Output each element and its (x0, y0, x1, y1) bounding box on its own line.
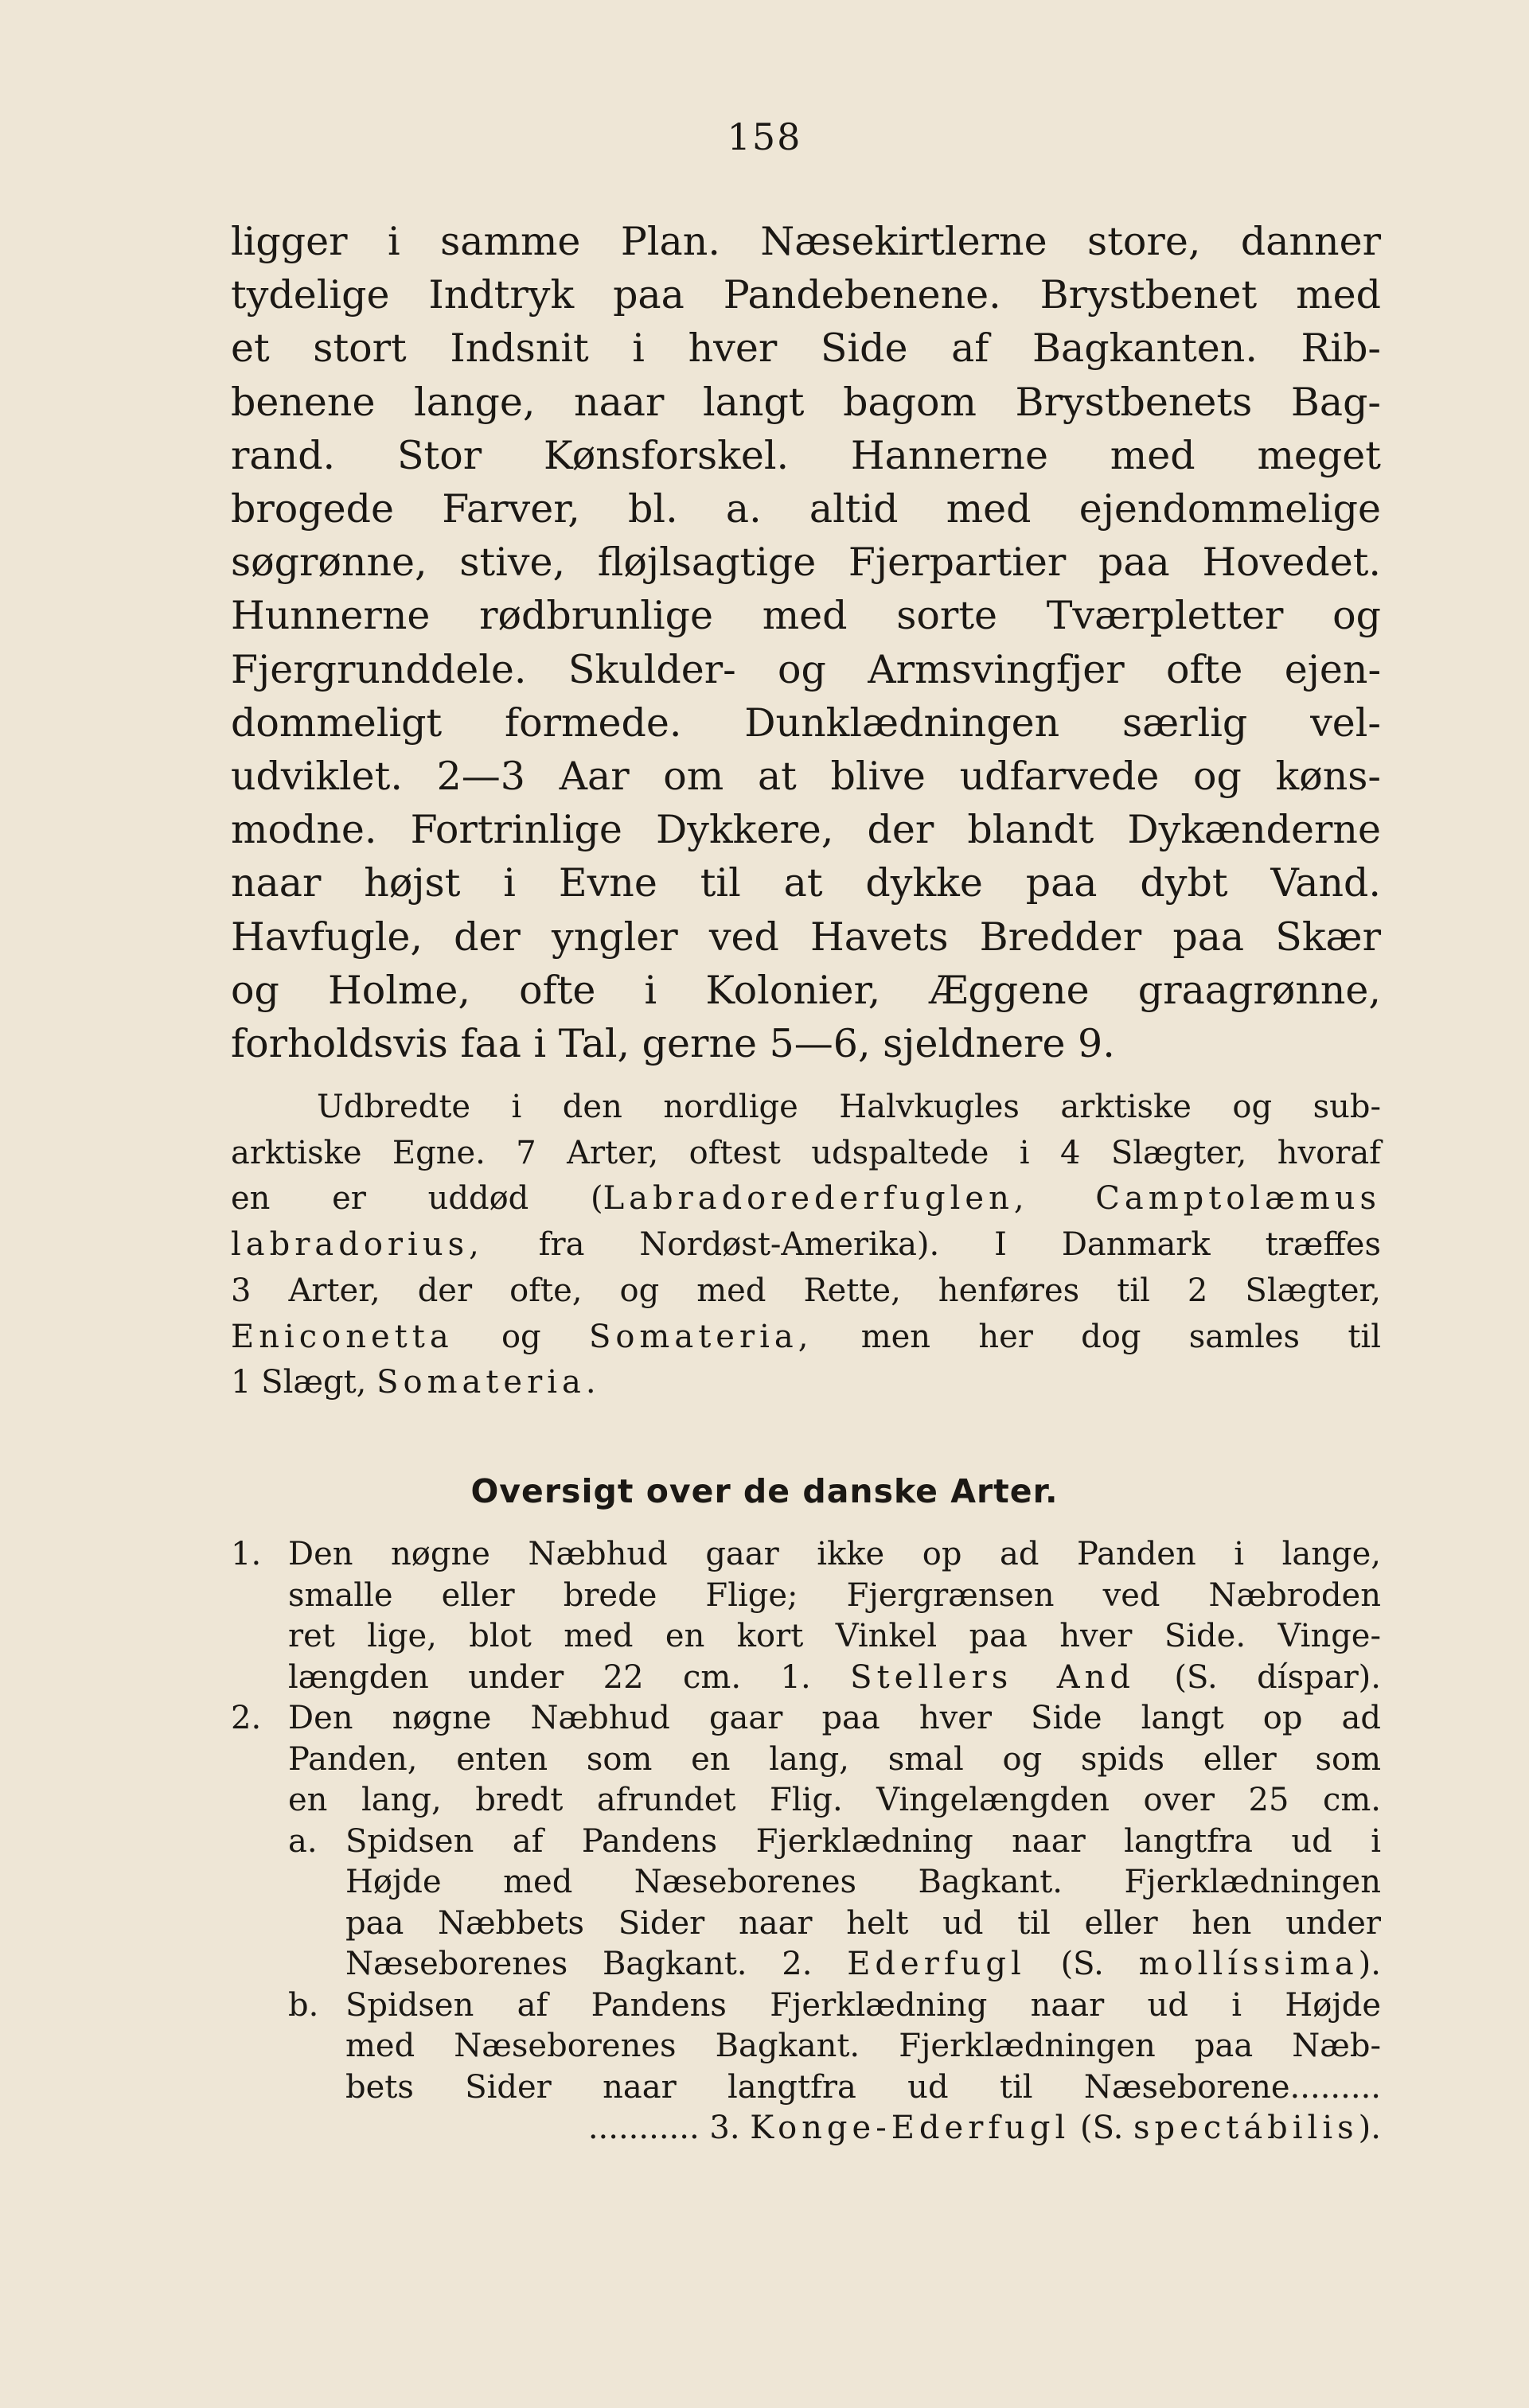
text-run: en er uddød ( (231, 1180, 603, 1218)
text-line: udviklet. 2—3 Aar om at blive udfarvede og køns- (231, 754, 1381, 800)
species-name: Stellers And (850, 1658, 1135, 1696)
text-line: Spidsen af Pandens Fjerklædning naar langtfra ud i (345, 1822, 1381, 1860)
text-run: længden under 22 cm. 1. (288, 1658, 851, 1696)
text-line: smalle eller brede Flige; Fjergrænsen ved Næbroden (288, 1576, 1381, 1614)
text-run: Næseborenes Bagkant. 2. (345, 1946, 848, 1982)
key-number: 2. (231, 1700, 262, 1736)
text-line: brogede Farver, bl. a. altid med ejendommelige (231, 486, 1381, 532)
key-item-body (345, 1985, 1381, 2149)
text-line: forholdsvis faa i Tal, gerne 5—6, sjeldnere 9. (231, 1021, 1115, 1067)
species-name: Ederfugl (847, 1946, 1026, 1982)
key-item-body (288, 1534, 1381, 1698)
species-epithet: spectábilis (1133, 2110, 1359, 2146)
text-line: med Næseborenes Bagkant. Fjerklædningen paa Næb- (345, 2028, 1381, 2064)
genus-name: Somateria, (588, 1318, 813, 1355)
text-run: og (453, 1318, 589, 1355)
text-run: 1 Slægt, (231, 1364, 377, 1401)
text-line: paa Næbbets Sider naar helt ud til eller hen under (345, 1904, 1381, 1942)
key-number: 1. (231, 1536, 262, 1572)
text-run: ). (1358, 2110, 1381, 2146)
text-line: et stort Indsnit i hver Side af Bagkanten. Rib- (231, 325, 1381, 372)
text-line (231, 1360, 1381, 1406)
page-number: 158 (727, 115, 802, 158)
species-name: Konge-Ederfugl (750, 2110, 1071, 2146)
text-run: ........... 3. (587, 2110, 751, 2146)
text-line: rand. Stor Kønsforskel. Hannerne med meget (231, 432, 1381, 478)
text-line (288, 1658, 1381, 1699)
key-item-2b (288, 1985, 1381, 2149)
text-run: (S. (1070, 2110, 1134, 2146)
text-run: (S. díspar). (1134, 1658, 1382, 1696)
text-line: arktiske Egne. 7 Arter, oftest udspaltede i 4 Slægter, hvoraf (231, 1134, 1381, 1171)
text-line: bets Sider naar langtfra ud til Næseborene......... (345, 2068, 1381, 2106)
key-item-body (345, 1822, 1381, 1985)
text-line: Højde med Næseborenes Bagkant. Fjerklædningen (345, 1864, 1381, 1900)
text-line: Fjergrunddele. Skulder- og Armsvingfjer ofte ejen- (231, 646, 1381, 692)
text-line: Udbredte i den nordlige Halvkugles arktiske og sub- (317, 1089, 1381, 1125)
text-line: Havfugle, der yngler ved Havets Bredder paa Skær (231, 914, 1381, 960)
text-line (231, 1222, 1381, 1268)
text-line: Den nøgne Næbhud gaar ikke op ad Panden i lange, (288, 1536, 1381, 1572)
text-line: ligger i samme Plan. Næsekirtlerne store, danner (231, 219, 1381, 264)
species-key (231, 1534, 1381, 2149)
text-line: søgrønne, stive, fløjlsagtige Fjerpartier paa Hovedet. (231, 540, 1381, 586)
text-line (345, 2108, 1381, 2149)
main-paragraph (231, 215, 1381, 1070)
key-item-2 (231, 1698, 1381, 1822)
key-letter: a. (288, 1822, 318, 1860)
text-line (231, 1176, 1381, 1222)
text-run: ). (1358, 1946, 1381, 1982)
text-run: fra Nordøst-Amerika). I Danmark træffes (483, 1226, 1381, 1264)
text-line: tydelige Indtryk paa Pandebenene. Brystbenet med (231, 272, 1381, 318)
species-name: labradorius, (231, 1226, 484, 1264)
species-name: Labradorederfuglen, Camptolæmus (603, 1180, 1381, 1218)
text-line (345, 1944, 1381, 1985)
text-line: dommeligt formede. Dunklædningen særlig vel- (231, 699, 1381, 746)
text-line: naar højst i Evne til at dykke paa dybt Vand. (231, 860, 1381, 906)
text-line: benene lange, naar langt bagom Brystbenets Bag- (231, 379, 1381, 425)
key-item-2a (288, 1822, 1381, 1985)
text-line: en lang, bredt afrundet Flig. Vingelængden over 25 cm. (288, 1782, 1381, 1818)
text-line: Panden, enten som en lang, smal og spids eller som (288, 1740, 1381, 1778)
genus-name: Somateria. (376, 1364, 601, 1401)
distribution-paragraph (231, 1085, 1381, 1406)
text-line: modne. Fortrinlige Dykkere, der blandt Dykænderne (231, 807, 1381, 853)
text-line: 3 Arter, der ofte, og med Rette, henføres til 2 Slægter, (231, 1272, 1381, 1309)
genus-name: Eniconetta (231, 1318, 454, 1355)
text-run: (S. (1025, 1946, 1139, 1982)
key-letter: b. (288, 1986, 319, 2024)
species-epithet: mollíssima (1138, 1946, 1359, 1982)
key-item-1 (231, 1534, 1381, 1698)
text-line (231, 1315, 1381, 1361)
section-heading: Oversigt over de danske Arter. (470, 1472, 1059, 1510)
text-line: Den nøgne Næbhud gaar paa hver Side langt op ad (288, 1700, 1381, 1736)
text-line: ret lige, blot med en kort Vinkel paa hver Side. Vinge- (288, 1618, 1381, 1654)
key-item-body (288, 1698, 1381, 1822)
text-line: Spidsen af Pandens Fjerklædning naar ud i Højde (345, 1986, 1381, 2024)
text-line: Hunnerne rødbrunlige med sorte Tværpletter og (231, 593, 1381, 639)
text-line: og Holme, ofte i Kolonier, Æggene graagrønne, (231, 967, 1381, 1013)
text-run: men her dog samles til (813, 1318, 1381, 1355)
